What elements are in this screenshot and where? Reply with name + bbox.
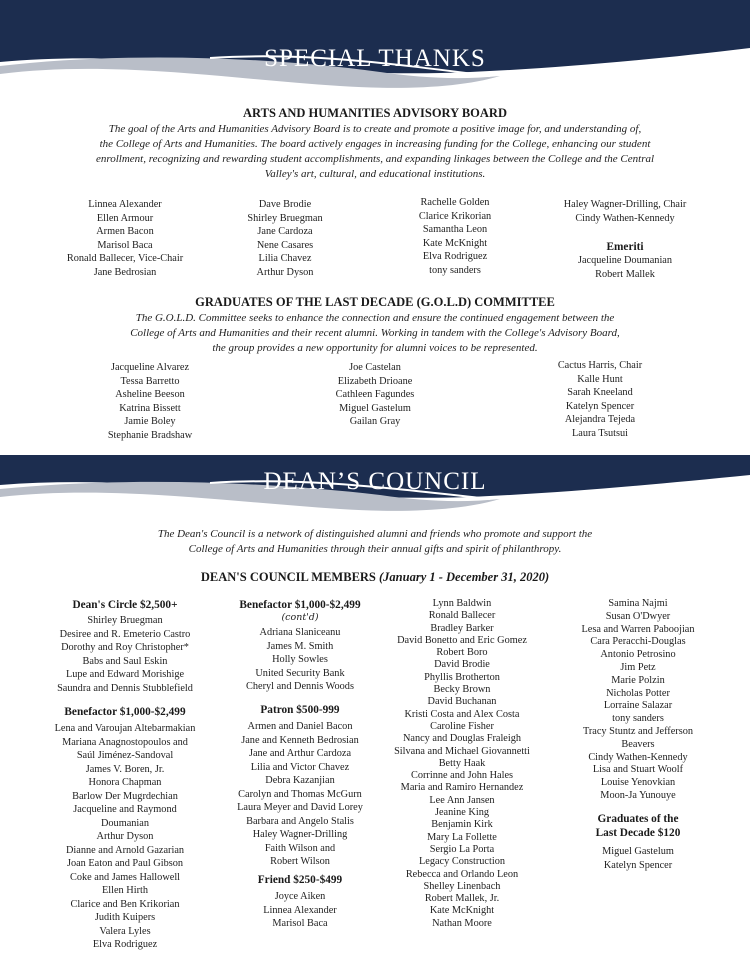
gold-col-2: Joe Castelan Elizabeth Drioane Cathleen Fagundes Miguel Gastelum Gailan Gray: [335, 362, 415, 427]
friend-list-b: Lynn Baldwin Ronald Ballecer Bradley Barker David Bonetto and Eric Gomez Robert Boro David Brodie Phyllis Brotherton Becky Brown David Buchanan Kristi Costa and Alex Costa Caroline Fisher Nancy and Douglas Fraleigh Silvana and Michael Giovannetti Betty Haak Corrinne and John Hales Maria and Ramiro Hernandez Lee Ann Jansen Jeanine King Benjamin Kirk Mary La Follette Sergio La Porta Legacy Construction Rebecca and Orlando Leon Shelley Linenbach Robert Mallek, Jr. Kate McKnight Nathan Moore: [394, 598, 530, 929]
emeriti-list: Jacqueline Doumanian Robert Mallek: [577, 255, 673, 280]
friend-list-c: Samina Najmi Susan O'Dwyer Lesa and Warren Paboojian Cara Peracchi-Douglas Antonio Petrosino Jim Petz Marie Polzin Nicholas Potter Lorraine Salazar tony sanders Tracy Stuntz and Jefferson Beavers Cindy Wathen-Kennedy Lisa and Stuart Woolf Louise Yenovkian Moon-Ja Yunouye: [581, 598, 695, 801]
benefactor-heading: Benefactor $1,000-$2,499: [64, 706, 186, 718]
special-thanks-title: SPECIAL THANKS: [264, 45, 486, 72]
benefactor-list: Lena and Varoujan Altebarmakian Mariana Anagnostopoulos and Saúl Jiménez-Sandoval James V. Boren, Jr. Honora Chapman Barlow Der Mugrdechian Jacqueline and Raymond Doumanian Arthur Dyson Dianne and Arnold Gazarian Joan Eaton and Paul Gibson Coke and James Hallowell Ellen Hirth Clarice and Ben Krikorian Judith Kuipers Valera Lyles Elva Rodriguez: [54, 723, 196, 950]
advisory-col-2: Dave Brodie Shirley Bruegman Jane Cardoza Nene Casares Lilia Chavez Arthur Dyson: [247, 199, 323, 278]
deans-council-intro: The Dean's Council is a network of distinguished alumni and friends who promote and support the College of Arts and Humanities through their annual gifts and spirit of philanthropy.: [157, 528, 593, 555]
patron-list: Armen and Daniel Bacon Jane and Kenneth Bedrosian Jane and Arthur Cardoza Lilia and Victor Chavez Debra Kazanjian Carolyn and Thomas McGurn Laura Meyer and David Lorey Barbara and Angelo Stalis Haley Wagner-Drilling Faith Wilson and Robert Wilson: [237, 721, 363, 867]
gold-col-3: Cactus Harris, Chair Kalle Hunt Sarah Kneeland Katelyn Spencer Alejandra Tejeda Laura Tsutsui: [557, 360, 643, 439]
benefactor-cont-heading: Benefactor $1,000-$2,499: [239, 599, 361, 611]
gold-level-heading: Graduates of the Last Decade $120: [595, 813, 681, 839]
patron-heading: Patron $500-999: [260, 704, 340, 716]
advisory-col-3: Rachelle Golden Clarice Krikorian Samantha Leon Kate McKnight Elva Rodriguez tony sanders: [418, 197, 492, 276]
members-heading: DEAN'S COUNCIL MEMBERS (January 1 - December 31, 2020): [200, 570, 550, 584]
special-thanks-banner: [0, 0, 750, 92]
benefactor-cont-list: Adriana Slaniceanu James M. Smith Holly Sowles United Security Bank Cheryl and Dennis Woods: [246, 627, 354, 692]
deans-council-banner: [0, 455, 750, 515]
advisory-col-1: Linnea Alexander Ellen Armour Armen Bacon Marisol Baca Ronald Ballecer, Vice-Chair Jane Bedrosian: [66, 199, 184, 278]
advisory-board-intro: The goal of the Arts and Humanities Advisory Board is to create and promote a positive image for, and understanding of, the College of Arts and Humanities. The board actively engages in increasing funding for the College, enhancing our student enrollment, recognizing and rewarding student accomplishments, and expanding linkages between the College and the Central Valley's art, cultural, and educational institutions.: [95, 123, 655, 180]
advisory-board-heading: ARTS AND HUMANITIES ADVISORY BOARD: [243, 106, 507, 120]
deans-circle-list: Shirley Bruegman Desiree and R. Emeterio Castro Dorothy and Roy Christopher* Babs and Saul Eskin Lupe and Edward Morishige Saundra and Dennis Stubblefield: [57, 615, 193, 694]
friend-heading: Friend $250-$499: [257, 874, 343, 886]
gold-committee-heading: GRADUATES OF THE LAST DECADE (G.O.L.D) COMMITTEE: [195, 295, 555, 309]
deans-circle-heading: Dean's Circle $2,500+: [72, 599, 178, 611]
friend-list-a: Joyce Aiken Linnea Alexander Marisol Baca: [263, 891, 337, 929]
advisory-col-4: Haley Wagner-Drilling, Chair Cindy Wathen-Kennedy: [563, 199, 687, 224]
deans-council-title: DEAN’S COUNCIL: [263, 468, 487, 495]
benefactor-cont-sub: (cont'd): [281, 612, 319, 623]
gold-level-list: Miguel Gastelum Katelyn Spencer: [602, 846, 674, 871]
gold-col-1: Jacqueline Alvarez Tessa Barretto Asheline Beeson Katrina Bissett Jamie Boley Stephanie Bradshaw: [107, 362, 193, 441]
emeriti-heading: Emeriti: [606, 241, 644, 253]
gold-committee-intro: The G.O.L.D. Committee seeks to enhance the connection and ensure the continued engagement between the College of Arts and Humanities and their recent alumni. Working in tandem with the College's Advisory Board, the group provides a new opportunity for alumni voices to be represented.: [130, 312, 620, 354]
